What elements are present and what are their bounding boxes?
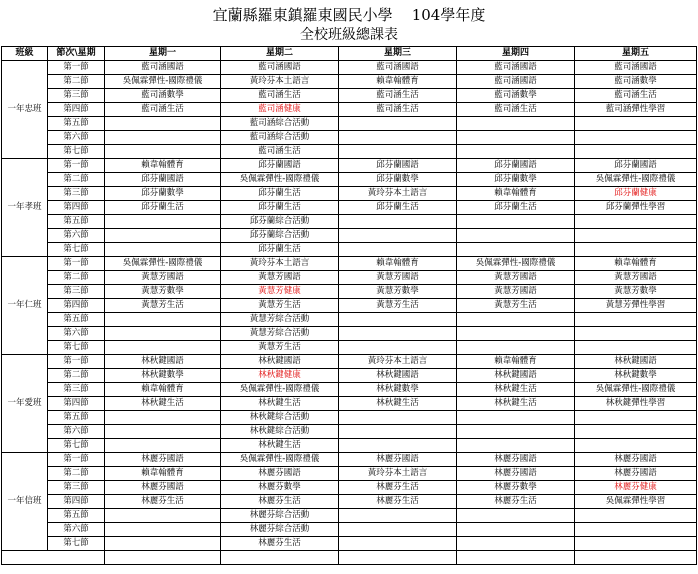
table-row <box>2 229 697 243</box>
lesson-cell <box>457 117 575 131</box>
lesson-cell <box>339 131 457 145</box>
lesson-cell: 藍司涵國語 <box>457 75 575 89</box>
period-cell: 第六節 <box>48 131 105 145</box>
table-row <box>2 341 697 355</box>
header-row <box>2 47 697 61</box>
period-cell: 第三節 <box>48 481 105 495</box>
lesson-cell <box>575 117 697 131</box>
lesson-cell: 黃慧芳數學 <box>575 285 697 299</box>
table-row <box>2 467 697 481</box>
lesson-cell: 邱芬蘭數學 <box>105 187 221 201</box>
period-cell: 第三節 <box>48 187 105 201</box>
table-row <box>2 537 697 551</box>
lesson-cell <box>339 439 457 453</box>
lesson-cell: 黃慧芳國語 <box>457 271 575 285</box>
lesson-cell: 林秋鍵彈性學習 <box>575 397 697 411</box>
table-row <box>2 89 697 103</box>
lesson-cell: 林麗芬生活 <box>339 495 457 509</box>
period-column-header: 節次\星期 <box>48 47 105 61</box>
table-row <box>2 201 697 215</box>
lesson-cell: 藍司涵國語 <box>575 61 697 75</box>
table-body <box>2 61 697 565</box>
lesson-cell: 林秋鍵數學 <box>339 383 457 397</box>
lesson-cell: 林秋鍵生活 <box>339 397 457 411</box>
lesson-cell: 黃慧芳生活 <box>457 299 575 313</box>
table-row <box>2 285 697 299</box>
lesson-cell <box>105 341 221 355</box>
lesson-cell: 賴韋翰體育 <box>339 257 457 271</box>
lesson-cell <box>575 313 697 327</box>
lesson-cell <box>339 229 457 243</box>
lesson-cell: 藍司涵綜合活動 <box>221 131 339 145</box>
lesson-cell: 黃慧芳國語 <box>339 271 457 285</box>
lesson-cell <box>575 523 697 537</box>
lesson-cell <box>339 341 457 355</box>
period-cell: 第二節 <box>48 173 105 187</box>
lesson-cell: 邱芬蘭健康 <box>575 187 697 201</box>
lesson-cell: 黃慧芳國語 <box>105 271 221 285</box>
lesson-cell: 林秋鍵國語 <box>105 355 221 369</box>
period-cell: 第六節 <box>48 229 105 243</box>
lesson-cell: 邱芬蘭國語 <box>457 159 575 173</box>
lesson-cell <box>221 551 339 565</box>
lesson-cell <box>2 551 105 565</box>
lesson-cell: 林麗芬生活 <box>457 495 575 509</box>
lesson-cell: 吳佩霖彈性-國際禮儀 <box>105 75 221 89</box>
lesson-cell <box>575 537 697 551</box>
table-row <box>2 117 697 131</box>
period-cell: 第一節 <box>48 159 105 173</box>
lesson-cell <box>105 313 221 327</box>
period-cell: 第七節 <box>48 439 105 453</box>
lesson-cell: 林秋鍵國語 <box>457 369 575 383</box>
table-row <box>2 103 697 117</box>
day-column-header: 星期一 <box>105 47 221 61</box>
table-row <box>2 159 697 173</box>
lesson-cell: 吳佩霖彈性-國際禮儀 <box>221 453 339 467</box>
period-cell: 第三節 <box>48 285 105 299</box>
lesson-cell <box>457 425 575 439</box>
lesson-cell: 邱芬蘭綜合活動 <box>221 229 339 243</box>
period-cell: 第三節 <box>48 383 105 397</box>
lesson-cell: 黃慧芳生活 <box>221 341 339 355</box>
lesson-cell <box>575 341 697 355</box>
class-name-cell: 一年孝班 <box>2 159 48 257</box>
lesson-cell <box>457 523 575 537</box>
period-cell: 第四節 <box>48 397 105 411</box>
day-column-header: 星期三 <box>339 47 457 61</box>
table-row <box>2 271 697 285</box>
lesson-cell: 邱芬蘭國語 <box>339 159 457 173</box>
lesson-cell: 黃慧芳綜合活動 <box>221 327 339 341</box>
period-cell: 第七節 <box>48 145 105 159</box>
lesson-cell: 黃慧芳數學 <box>105 285 221 299</box>
lesson-cell: 賴韋翰體育 <box>457 355 575 369</box>
lesson-cell <box>339 537 457 551</box>
lesson-cell: 黃玲芬本土語言 <box>339 187 457 201</box>
lesson-cell: 吳佩霖彈性-國際禮儀 <box>575 383 697 397</box>
table-row <box>2 397 697 411</box>
lesson-cell: 林麗芬國語 <box>339 453 457 467</box>
table-row <box>2 187 697 201</box>
lesson-cell: 林麗芬綜合活動 <box>221 509 339 523</box>
lesson-cell: 林麗芬數學 <box>221 481 339 495</box>
lesson-cell <box>339 425 457 439</box>
lesson-cell: 邱芬蘭數學 <box>457 173 575 187</box>
day-column-header: 星期四 <box>457 47 575 61</box>
lesson-cell: 林麗芬國語 <box>575 453 697 467</box>
lesson-cell: 邱芬蘭生活 <box>105 201 221 215</box>
lesson-cell: 林秋鍵生活 <box>105 397 221 411</box>
lesson-cell: 林麗芬健康 <box>575 481 697 495</box>
lesson-cell <box>575 131 697 145</box>
lesson-cell: 林秋鍵數學 <box>575 369 697 383</box>
lesson-cell: 藍司涵數學 <box>105 89 221 103</box>
class-name-cell: 一年愛班 <box>2 355 48 453</box>
lesson-cell <box>105 117 221 131</box>
lesson-cell: 邱芬蘭生活 <box>221 187 339 201</box>
lesson-cell: 吳佩霖彈性-國際禮儀 <box>221 173 339 187</box>
lesson-cell: 藍司涵生活 <box>575 89 697 103</box>
period-cell: 第七節 <box>48 537 105 551</box>
lesson-cell: 林秋鍵國語 <box>221 355 339 369</box>
period-cell: 第二節 <box>48 369 105 383</box>
class-column-header: 班級 <box>2 47 48 61</box>
lesson-cell <box>105 243 221 257</box>
lesson-cell <box>105 229 221 243</box>
lesson-cell: 吳佩霖彈性-國際禮儀 <box>457 257 575 271</box>
lesson-cell <box>105 411 221 425</box>
lesson-cell <box>105 131 221 145</box>
lesson-cell: 邱芬蘭國語 <box>221 159 339 173</box>
lesson-cell: 藍司涵生活 <box>339 103 457 117</box>
lesson-cell: 黃玲芬本土語言 <box>339 467 457 481</box>
lesson-cell <box>457 341 575 355</box>
class-name-cell: 一年信班 <box>2 453 48 551</box>
lesson-cell: 林麗芬國語 <box>105 481 221 495</box>
lesson-cell <box>339 117 457 131</box>
lesson-cell <box>339 327 457 341</box>
table-row <box>2 299 697 313</box>
lesson-cell: 黃慧芳國語 <box>221 271 339 285</box>
lesson-cell: 藍司涵健康 <box>221 103 339 117</box>
lesson-cell: 藍司涵生活 <box>221 145 339 159</box>
lesson-cell: 藍司涵彈性學習 <box>575 103 697 117</box>
lesson-cell <box>105 439 221 453</box>
lesson-cell: 林麗芬綜合活動 <box>221 523 339 537</box>
lesson-cell: 林秋鍵健康 <box>221 369 339 383</box>
lesson-cell: 黃慧芳數學 <box>339 285 457 299</box>
lesson-cell: 邱芬蘭彈性學習 <box>575 201 697 215</box>
period-cell: 第二節 <box>48 75 105 89</box>
lesson-cell: 黃慧芳生活 <box>221 299 339 313</box>
lesson-cell: 林秋鍵國語 <box>575 355 697 369</box>
table-row <box>2 383 697 397</box>
lesson-cell: 黃慧芳綜合活動 <box>221 313 339 327</box>
lesson-cell: 黃慧芳健康 <box>221 285 339 299</box>
lesson-cell: 賴韋翰體育 <box>457 187 575 201</box>
lesson-cell <box>339 243 457 257</box>
period-cell: 第六節 <box>48 523 105 537</box>
period-cell: 第七節 <box>48 341 105 355</box>
period-cell: 第五節 <box>48 313 105 327</box>
period-cell: 第一節 <box>48 355 105 369</box>
lesson-cell: 林秋鍵生活 <box>221 439 339 453</box>
period-cell: 第六節 <box>48 425 105 439</box>
lesson-cell <box>339 145 457 159</box>
lesson-cell <box>105 537 221 551</box>
lesson-cell: 黃玲芬本土語言 <box>339 355 457 369</box>
title-block <box>0 0 698 46</box>
table-row <box>2 509 697 523</box>
table-row <box>2 369 697 383</box>
period-cell: 第三節 <box>48 89 105 103</box>
period-cell: 第七節 <box>48 243 105 257</box>
lesson-cell <box>457 509 575 523</box>
period-cell: 第四節 <box>48 103 105 117</box>
lesson-cell: 林麗芬生活 <box>221 495 339 509</box>
lesson-cell <box>457 537 575 551</box>
table-row <box>2 131 697 145</box>
period-cell: 第五節 <box>48 411 105 425</box>
lesson-cell: 藍司涵數學 <box>575 75 697 89</box>
lesson-cell <box>105 523 221 537</box>
table-row <box>2 481 697 495</box>
table-row <box>2 439 697 453</box>
lesson-cell: 藍司涵數學 <box>457 89 575 103</box>
table-row <box>2 61 697 75</box>
table-row <box>2 145 697 159</box>
class-name-cell: 一年仁班 <box>2 257 48 355</box>
lesson-cell <box>457 551 575 565</box>
day-column-header: 星期二 <box>221 47 339 61</box>
lesson-cell: 黃玲芬本土語言 <box>221 257 339 271</box>
table-row <box>2 327 697 341</box>
lesson-cell: 吳佩霖彈性-國際禮儀 <box>105 257 221 271</box>
lesson-cell: 邱芬蘭數學 <box>339 173 457 187</box>
lesson-cell: 林秋鍵綜合活動 <box>221 411 339 425</box>
class-schedule-table <box>1 46 697 565</box>
lesson-cell: 黃慧芳生活 <box>105 299 221 313</box>
lesson-cell <box>105 215 221 229</box>
lesson-cell <box>339 509 457 523</box>
lesson-cell: 藍司涵國語 <box>339 61 457 75</box>
lesson-cell <box>457 439 575 453</box>
lesson-cell: 藍司涵生活 <box>221 89 339 103</box>
lesson-cell: 吳佩霖彈性-國際禮儀 <box>575 173 697 187</box>
period-cell: 第五節 <box>48 215 105 229</box>
period-cell: 第四節 <box>48 495 105 509</box>
lesson-cell: 賴韋翰體育 <box>105 159 221 173</box>
lesson-cell <box>105 145 221 159</box>
lesson-cell: 林秋鍵生活 <box>457 383 575 397</box>
period-cell: 第二節 <box>48 467 105 481</box>
lesson-cell: 黃慧芳國語 <box>457 285 575 299</box>
table-header <box>2 47 697 61</box>
table-row <box>2 215 697 229</box>
period-cell: 第四節 <box>48 201 105 215</box>
lesson-cell: 黃慧芳彈性學習 <box>575 299 697 313</box>
lesson-cell <box>575 425 697 439</box>
lesson-cell <box>575 411 697 425</box>
class-name-cell: 一年忠班 <box>2 61 48 159</box>
period-cell: 第一節 <box>48 61 105 75</box>
lesson-cell: 林秋鍵生活 <box>221 397 339 411</box>
lesson-cell <box>575 243 697 257</box>
lesson-cell: 林麗芬國語 <box>105 453 221 467</box>
table-row <box>2 257 697 271</box>
lesson-cell: 邱芬蘭國語 <box>575 159 697 173</box>
lesson-cell <box>575 215 697 229</box>
lesson-cell: 藍司涵生活 <box>339 89 457 103</box>
table-row <box>2 495 697 509</box>
table-row <box>2 523 697 537</box>
lesson-cell <box>575 551 697 565</box>
lesson-cell <box>575 439 697 453</box>
lesson-cell: 黃慧芳生活 <box>339 299 457 313</box>
period-cell: 第一節 <box>48 257 105 271</box>
lesson-cell <box>105 551 221 565</box>
table-row <box>2 173 697 187</box>
lesson-cell: 邱芬蘭生活 <box>221 243 339 257</box>
lesson-cell <box>105 425 221 439</box>
lesson-cell: 林麗芬生活 <box>339 481 457 495</box>
lesson-cell: 林秋鍵國語 <box>339 369 457 383</box>
lesson-cell <box>339 313 457 327</box>
lesson-cell <box>339 215 457 229</box>
lesson-cell: 賴韋翰體育 <box>339 75 457 89</box>
lesson-cell: 吳佩霖彈性-國際禮儀 <box>221 383 339 397</box>
lesson-cell: 邱芬蘭生活 <box>457 201 575 215</box>
lesson-cell <box>457 243 575 257</box>
table-row <box>2 243 697 257</box>
lesson-cell: 林麗芬數學 <box>457 481 575 495</box>
lesson-cell <box>457 215 575 229</box>
lesson-cell: 林秋鍵生活 <box>457 397 575 411</box>
lesson-cell: 黃慧芳國語 <box>575 271 697 285</box>
lesson-cell <box>575 145 697 159</box>
table-row <box>2 75 697 89</box>
lesson-cell <box>339 411 457 425</box>
table-row <box>2 411 697 425</box>
lesson-cell: 邱芬蘭綜合活動 <box>221 215 339 229</box>
lesson-cell: 賴韋翰體育 <box>105 467 221 481</box>
lesson-cell: 吳佩霖彈性學習 <box>575 495 697 509</box>
lesson-cell <box>105 327 221 341</box>
school-title: 宜蘭縣羅東鎮羅東國民小學 104學年度 <box>212 6 486 24</box>
lesson-cell <box>339 523 457 537</box>
lesson-cell <box>575 509 697 523</box>
lesson-cell: 藍司涵國語 <box>105 61 221 75</box>
lesson-cell <box>457 229 575 243</box>
day-column-header: 星期五 <box>575 47 697 61</box>
table-row <box>2 453 697 467</box>
table-row <box>2 313 697 327</box>
period-cell: 第四節 <box>48 299 105 313</box>
lesson-cell: 藍司涵生活 <box>457 103 575 117</box>
lesson-cell: 邱芬蘭生活 <box>339 201 457 215</box>
lesson-cell <box>457 131 575 145</box>
lesson-cell <box>105 509 221 523</box>
period-cell: 第一節 <box>48 453 105 467</box>
lesson-cell: 藍司涵國語 <box>457 61 575 75</box>
lesson-cell: 林麗芬生活 <box>221 537 339 551</box>
lesson-cell <box>457 313 575 327</box>
table-row <box>2 425 697 439</box>
lesson-cell: 林麗芬國語 <box>457 467 575 481</box>
lesson-cell: 林秋鍵綜合活動 <box>221 425 339 439</box>
lesson-cell <box>457 411 575 425</box>
period-cell: 第二節 <box>48 271 105 285</box>
lesson-cell: 林麗芬國語 <box>457 453 575 467</box>
period-cell: 第五節 <box>48 117 105 131</box>
lesson-cell: 林秋鍵數學 <box>105 369 221 383</box>
lesson-cell: 黃玲芬本土語言 <box>221 75 339 89</box>
lesson-cell: 林麗芬國語 <box>221 467 339 481</box>
lesson-cell <box>457 327 575 341</box>
lesson-cell <box>457 145 575 159</box>
lesson-cell: 藍司涵國語 <box>221 61 339 75</box>
lesson-cell: 邱芬蘭生活 <box>221 201 339 215</box>
table-row <box>2 355 697 369</box>
lesson-cell: 邱芬蘭國語 <box>105 173 221 187</box>
lesson-cell: 藍司涵生活 <box>105 103 221 117</box>
period-cell: 第六節 <box>48 327 105 341</box>
lesson-cell: 賴韋翰體育 <box>105 383 221 397</box>
table-row-partial <box>2 551 697 565</box>
lesson-cell: 林麗芬生活 <box>105 495 221 509</box>
period-cell: 第五節 <box>48 509 105 523</box>
lesson-cell: 林麗芬國語 <box>575 467 697 481</box>
schedule-subtitle: 全校班級總課表 <box>300 27 398 43</box>
lesson-cell <box>339 551 457 565</box>
lesson-cell <box>575 327 697 341</box>
lesson-cell: 賴韋翰體育 <box>575 257 697 271</box>
lesson-cell <box>575 229 697 243</box>
lesson-cell: 藍司涵綜合活動 <box>221 117 339 131</box>
